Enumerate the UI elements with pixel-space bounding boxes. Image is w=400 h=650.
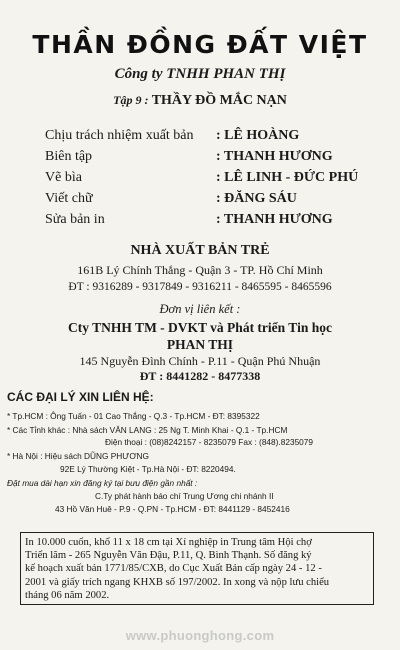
credit-row	[45, 128, 390, 149]
credit-role: Chịu trách nhiệm xuất bản	[45, 128, 194, 143]
website-watermark: www.phuonghong.com	[125, 628, 275, 643]
print-info-line: kế hoạch xuất bản 1771/85/CXB, do Cục Xuất Bản cấp ngày 24 - 12 -	[25, 563, 322, 575]
credit-role: Vẽ bìa	[45, 170, 82, 185]
agent-line: * Hà Nội : Hiệu sách DŨNG PHƯƠNG	[7, 451, 149, 461]
publisher-address: 161B Lý Chính Thắng - Quận 3 - TP. Hồ Chí Minh	[77, 263, 323, 277]
print-info-line: 2001 và giấy trích ngang KHXB số 197/2002. In xong và nộp lưu chiểu	[25, 576, 330, 588]
partner-phone: ĐT : 8441282 - 8477338	[139, 369, 261, 383]
print-info-line: In 10.000 cuốn, khổ 11 x 18 cm tại Xí nghiệp in Trung tâm Hội chợ	[25, 537, 312, 548]
partner-label: Đơn vị liên kết :	[159, 302, 241, 316]
credit-row	[45, 212, 390, 233]
credit-row	[45, 191, 390, 212]
credit-row	[45, 170, 390, 191]
publisher-name: NHÀ XUẤT BẢN TRẺ	[130, 243, 270, 258]
volume-heading	[0, 93, 400, 109]
book-series-title: THẦN ĐỒNG ĐẤT VIỆT	[32, 30, 368, 59]
agent-line: Điện thoại : (08)8242157 - 8235079 Fax : (848).8235079	[105, 437, 314, 447]
agents-heading: CÁC ĐẠI LÝ XIN LIÊN HỆ:	[7, 390, 154, 404]
credit-name: : THANH HƯƠNG	[216, 149, 333, 164]
agent-line: C.Ty phát hành báo chí Trung Ương chi nhánh II	[95, 491, 274, 501]
credits-list	[45, 128, 390, 233]
agent-line: Đặt mua dài hạn xin đăng ký tại bưu điện gần nhất :	[7, 478, 198, 488]
agent-line: * Các Tỉnh khác : Nhà sách VĂN LANG : 25 Ng T. Minh Khai - Q.1 - Tp.HCM	[7, 425, 288, 435]
print-info-box	[20, 532, 374, 605]
credit-name: : THANH HƯƠNG	[216, 212, 333, 227]
company-name: Công ty TNHH PHAN THỊ	[114, 66, 286, 82]
credit-role: Viết chữ	[45, 191, 93, 206]
volume-title: THẦY ĐỒ MẮC NẠN	[151, 93, 287, 108]
partner-name-line2: PHAN THỊ	[166, 337, 234, 352]
agent-line: 43 Hồ Văn Huê - P.9 - Q.PN - Tp.HCM - ĐT: 8441129 - 8452416	[55, 504, 290, 514]
credit-row	[45, 149, 390, 170]
partner-name: Cty TNHH TM - DVKT và Phát triển Tin học	[68, 320, 332, 335]
credit-name: : ĐĂNG SÁU	[216, 191, 297, 206]
credit-role: Sửa bản in	[45, 212, 105, 227]
credit-name: : LÊ HOÀNG	[216, 128, 300, 143]
agent-line: 92E Lý Thường Kiệt - Tp.Hà Nội - ĐT: 8220494.	[60, 464, 236, 474]
credit-role: Biên tập	[45, 149, 93, 164]
agent-line: * Tp.HCM : Ông Tuấn - 01 Cao Thắng - Q.3 - Tp.HCM - ĐT: 8395322	[7, 411, 260, 421]
print-info-line: tháng 06 năm 2002.	[25, 589, 110, 601]
volume-label: Tập 9 :	[113, 93, 149, 107]
publisher-phone: ĐT : 9316289 - 9317849 - 9316211 - 8465595 - 8465596	[68, 281, 332, 293]
print-info-line: Triển lãm - 265 Nguyễn Văn Đậu, P.11, Q. Bình Thạnh. Số đăng ký	[25, 550, 312, 562]
credit-name: : LÊ LINH - ĐỨC PHÚ	[216, 170, 359, 185]
partner-address: 145 Nguyễn Đình Chính - P.11 - Quận Phú Nhuận	[79, 354, 321, 368]
